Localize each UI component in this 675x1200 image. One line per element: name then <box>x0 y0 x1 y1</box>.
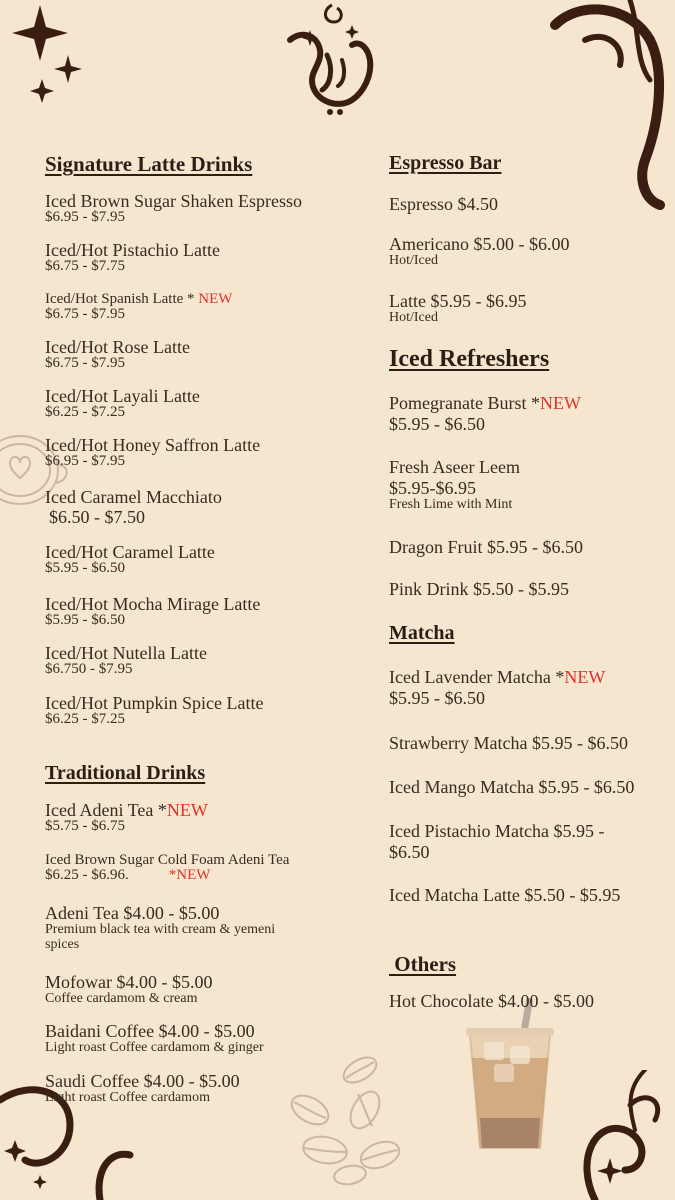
menu-item <box>389 458 520 512</box>
item-price: $6.95 - $7.95 <box>45 209 125 225</box>
menu-item <box>389 235 569 268</box>
item-name: Iced Brown Sugar Cold Foam Adeni Tea <box>45 852 290 868</box>
item-name-text: Iced Adeni Tea * <box>45 800 167 820</box>
item-name: Iced Caramel Macchiato <box>45 487 222 507</box>
item-name: Latte $5.95 - $6.95 <box>389 291 527 311</box>
menu-item <box>389 668 605 707</box>
item-name: Saudi Coffee $4.00 - $5.00 <box>45 1071 240 1091</box>
item-description: Fresh Lime with Mint <box>389 497 513 512</box>
item-name: Americano $5.00 - $6.00 <box>389 234 570 254</box>
section-title-matcha: Matcha <box>389 622 455 644</box>
item-price: $6.75 - $7.75 <box>45 258 125 274</box>
item-name: Strawberry Matcha $5.95 - $6.50 <box>389 733 628 753</box>
item-price: $5.95 - $6.50 <box>45 612 125 628</box>
new-badge: NEW <box>564 667 606 687</box>
item-price: $5.95 - $6.50 <box>389 414 485 434</box>
item-price: $5.75 - $6.75 <box>45 818 125 834</box>
menu-item <box>389 822 604 861</box>
item-name: Iced Matcha Latte $5.50 - $5.95 <box>389 885 621 905</box>
menu-item <box>389 734 628 752</box>
item-description-continued: spices <box>45 937 80 952</box>
menu-item <box>389 538 583 556</box>
item-name: Adeni Tea $4.00 - $5.00 <box>45 903 220 923</box>
item-name: Iced/Hot Pistachio Latte <box>45 240 220 260</box>
menu-item <box>45 973 212 1006</box>
item-name: Iced/Hot Layali Latte <box>45 386 200 406</box>
menu-item <box>389 886 620 904</box>
menu-item <box>45 291 232 322</box>
item-name <box>45 801 208 819</box>
item-name <box>389 394 581 412</box>
item-name: Iced Mango Matcha $5.95 - $6.50 <box>389 777 635 797</box>
menu-item <box>389 992 594 1010</box>
menu-item <box>45 801 208 834</box>
item-price: $5.95 - $6.50 <box>389 688 485 708</box>
menu-item <box>389 292 526 325</box>
item-name: Iced/Hot Rose Latte <box>45 337 190 357</box>
new-badge: NEW <box>539 393 581 413</box>
item-description: Hot/Iced <box>389 253 438 268</box>
item-description: Coffee cardamom & cream <box>45 991 198 1006</box>
item-name <box>45 291 232 307</box>
new-badge: *NEW <box>168 867 211 883</box>
left-column <box>45 152 365 1152</box>
item-price <box>45 868 289 883</box>
item-name: Mofowar $4.00 - $5.00 <box>45 972 213 992</box>
section-title-traditional: Traditional Drinks <box>45 762 206 784</box>
item-name: Iced Brown Sugar Shaken Espresso <box>45 191 302 211</box>
item-price: $6.750 - $7.95 <box>45 661 133 677</box>
item-name: Pink Drink $5.50 - $5.95 <box>389 579 569 599</box>
item-name: Iced Pistachio Matcha $5.95 - <box>389 821 605 841</box>
menu-item <box>45 488 222 526</box>
item-price: $6.75 - $7.95 <box>45 355 125 371</box>
item-name: Baidani Coffee $4.00 - $5.00 <box>45 1021 255 1041</box>
section-title-signature: Signature Latte Drinks <box>45 152 253 176</box>
menu-item <box>389 195 498 213</box>
item-price: $6.25 - $7.25 <box>45 711 125 727</box>
menu-item <box>45 543 215 576</box>
item-name: Iced/Hot Nutella Latte <box>45 643 207 663</box>
item-name: Iced/Hot Caramel Latte <box>45 542 215 562</box>
new-badge: NEW <box>198 291 233 307</box>
menu-item <box>45 436 260 469</box>
calligraphy-logo <box>282 0 382 120</box>
menu-item <box>389 778 634 796</box>
item-price: $6.75 - $7.95 <box>45 306 125 322</box>
item-price-text: $6.25 - $6.96. <box>45 867 129 883</box>
menu-item <box>45 694 263 727</box>
item-name: Iced/Hot Pumpkin Spice Latte <box>45 693 264 713</box>
item-price: $6.95 - $7.95 <box>45 453 125 469</box>
item-name-text: Pomegranate Burst * <box>389 393 540 413</box>
section-title-refreshers: Iced Refreshers <box>389 346 550 372</box>
new-badge: NEW <box>166 800 208 820</box>
menu-item <box>45 387 200 420</box>
item-price: $6.25 - $7.25 <box>45 404 125 420</box>
menu-item <box>389 394 581 433</box>
right-column <box>389 152 674 1032</box>
menu-item <box>45 241 220 274</box>
menu-item <box>45 192 302 225</box>
item-name-text: Iced Lavender Matcha * <box>389 667 565 687</box>
item-price: $5.95-$6.95 <box>389 478 476 498</box>
swirl-ornament-bottom-right <box>555 1070 675 1200</box>
menu-item <box>45 644 207 677</box>
item-name-text: Iced/Hot Spanish Latte * <box>45 291 199 307</box>
item-name: Espresso $4.50 <box>389 194 498 214</box>
item-description: Light roast Coffee cardamom <box>45 1090 210 1105</box>
item-description: Premium black tea with cream & yemeni <box>45 922 276 937</box>
item-name: Dragon Fruit $5.95 - $6.50 <box>389 537 583 557</box>
item-description: Light roast Coffee cardamom & ginger <box>45 1040 264 1055</box>
item-name: Hot Chocolate $4.00 - $5.00 <box>389 991 594 1011</box>
menu-item <box>45 595 260 628</box>
star-cluster-icon <box>10 5 90 105</box>
menu-item <box>45 904 275 952</box>
menu-item <box>389 580 569 598</box>
item-price: $6.50 - $7.50 <box>49 507 145 527</box>
item-price: $6.50 <box>389 842 430 862</box>
item-description: Hot/Iced <box>389 310 438 325</box>
item-name: Iced/Hot Mocha Mirage Latte <box>45 594 261 614</box>
menu-item <box>45 338 190 371</box>
item-name <box>389 668 605 686</box>
item-price: $5.95 - $6.50 <box>45 560 125 576</box>
item-name: Iced/Hot Honey Saffron Latte <box>45 435 261 455</box>
menu-item <box>45 1022 264 1055</box>
item-name: Fresh Aseer Leem <box>389 457 520 477</box>
section-title-espresso: Espresso Bar <box>389 152 502 174</box>
menu-item <box>45 852 289 883</box>
section-title-others: Others <box>389 952 457 976</box>
menu-item <box>45 1072 240 1105</box>
